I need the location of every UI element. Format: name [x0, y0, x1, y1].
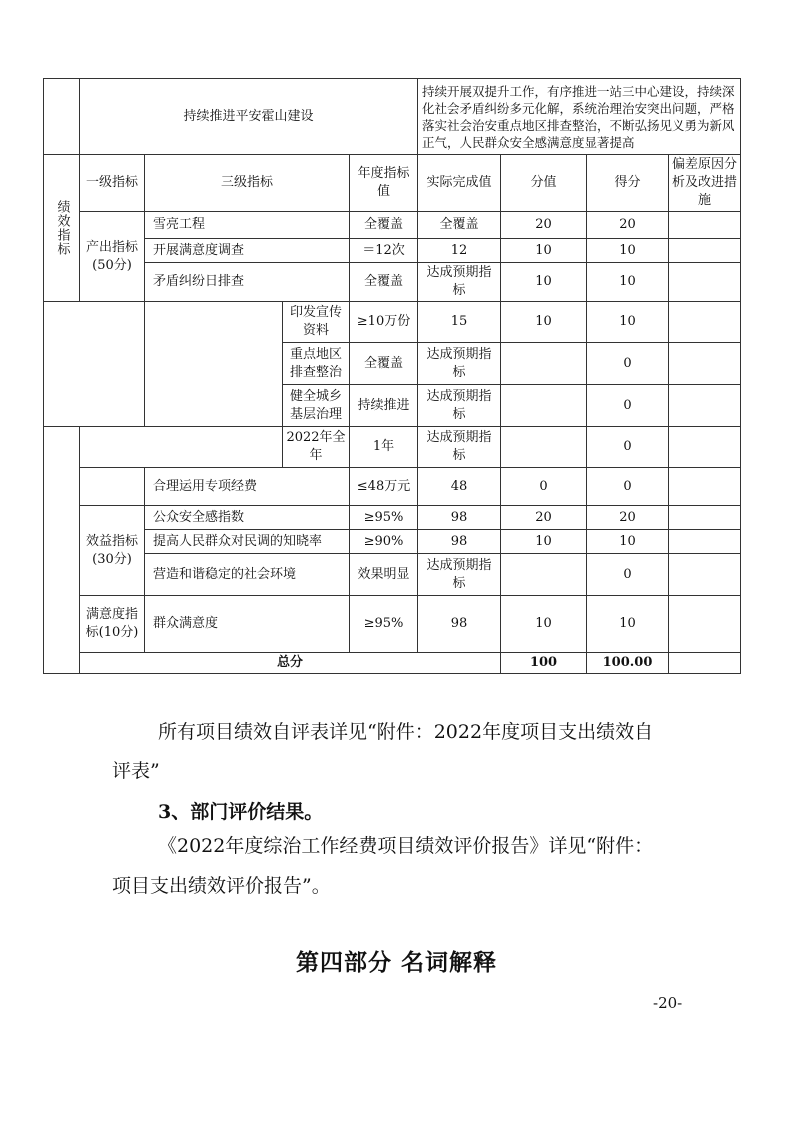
table-cell [145, 302, 283, 427]
target-value: ≥90% [350, 530, 418, 554]
got-value: 20 [587, 212, 669, 239]
indicator-name: 雪亮工程 [145, 212, 350, 239]
score-value [501, 343, 587, 385]
part-title: 第四部分 名词解释 [295, 949, 497, 976]
score-value: 10 [501, 263, 587, 302]
got-value: 10 [587, 263, 669, 302]
indicator-name: 营造和谐稳定的社会环境 [145, 554, 350, 596]
score-value: 10 [501, 302, 587, 343]
target-value: ≥10万份 [350, 302, 418, 343]
page-number: -20- [653, 994, 683, 1012]
benefit-indicator-label: 效益指标(30分) [80, 506, 145, 596]
deviation-cell [669, 385, 741, 427]
deviation-cell [669, 263, 741, 302]
indicator-name: 2022年全年 [283, 427, 350, 468]
deviation-cell [669, 506, 741, 530]
header-deviation: 偏差原因分析及改进措施 [669, 155, 741, 212]
target-value: 全覆盖 [350, 212, 418, 239]
paragraph-line: 所有项目绩效自评表详见“附件：2022年度项目支出绩效自 [158, 721, 654, 743]
table-cell [44, 427, 80, 674]
got-value: 20 [587, 506, 669, 530]
target-value: ≥95% [350, 596, 418, 653]
actual-value: 全覆盖 [418, 212, 501, 239]
got-value: 0 [587, 468, 669, 506]
indicator-name: 重点地区排查整治 [283, 343, 350, 385]
target-value: ＝12次 [350, 239, 418, 263]
actual-value: 98 [418, 596, 501, 653]
table-cell [44, 79, 80, 155]
got-value: 10 [587, 530, 669, 554]
annual-goal-cell: 持续开展双提升工作，有序推进一站三中心建设，持续深化社会矛盾纠纷多元化解，系统治理治安突出问题，严格落实社会治安重点地区排查整治，不断弘扬见义勇为新风正气，人民群众安全感满意度显著提高 [418, 79, 741, 155]
deviation-cell [669, 239, 741, 263]
target-value: 持续推进 [350, 385, 418, 427]
actual-value: 98 [418, 506, 501, 530]
got-value: 0 [587, 427, 669, 468]
actual-value: 达成预期指标 [418, 263, 501, 302]
total-label: 总分 [80, 653, 501, 674]
table-cell [80, 427, 283, 468]
target-value: ≤48万元 [350, 468, 418, 506]
indicator-name: 健全城乡基层治理 [283, 385, 350, 427]
got-value: 0 [587, 385, 669, 427]
actual-value: 48 [418, 468, 501, 506]
table-cell [80, 468, 145, 506]
score-value [501, 554, 587, 596]
section-heading: 3、部门评价结果。 [158, 801, 324, 823]
score-value: 10 [501, 530, 587, 554]
got-value: 10 [587, 239, 669, 263]
actual-value: 12 [418, 239, 501, 263]
score-value [501, 427, 587, 468]
indicator-name: 印发宣传资料 [283, 302, 350, 343]
got-value: 0 [587, 343, 669, 385]
target-value: 全覆盖 [350, 343, 418, 385]
indicator-name: 群众满意度 [145, 596, 350, 653]
score-value [501, 385, 587, 427]
deviation-cell [669, 212, 741, 239]
header-level3: 三级指标 [145, 155, 350, 212]
header-level1: 一级指标 [80, 155, 145, 212]
deviation-cell [669, 596, 741, 653]
target-value: 全覆盖 [350, 263, 418, 302]
deviation-cell [669, 554, 741, 596]
indicator-name: 合理运用专项经费 [145, 468, 350, 506]
paragraph-line: 评表” [112, 760, 160, 782]
target-value: 1年 [350, 427, 418, 468]
header-got: 得分 [587, 155, 669, 212]
deviation-cell [669, 653, 741, 674]
paragraph-line: 项目支出绩效评价报告”。 [112, 875, 331, 897]
deviation-cell [669, 427, 741, 468]
indicator-name: 提高人民群众对民调的知晓率 [145, 530, 350, 554]
total-score: 100 [501, 653, 587, 674]
header-score: 分值 [501, 155, 587, 212]
performance-table [43, 78, 741, 674]
actual-value: 达成预期指标 [418, 343, 501, 385]
target-value: 效果明显 [350, 554, 418, 596]
score-value: 0 [501, 468, 587, 506]
table-cell [44, 302, 145, 427]
performance-indicator-label: 绩效指标 [44, 155, 80, 302]
header-actual: 实际完成值 [418, 155, 501, 212]
target-value: ≥95% [350, 506, 418, 530]
got-value: 0 [587, 554, 669, 596]
indicator-name: 矛盾纠纷日排查 [145, 263, 350, 302]
task-name-cell: 持续推进平安霍山建设 [80, 79, 418, 155]
actual-value: 达成预期指标 [418, 554, 501, 596]
got-value: 10 [587, 596, 669, 653]
header-target: 年度指标值 [350, 155, 418, 212]
deviation-cell [669, 468, 741, 506]
score-value: 10 [501, 596, 587, 653]
paragraph-line: 《2022年度综治工作经费项目绩效评价报告》详见“附件： [158, 835, 654, 857]
indicator-name: 开展满意度调查 [145, 239, 350, 263]
actual-value: 达成预期指标 [418, 385, 501, 427]
actual-value: 达成预期指标 [418, 427, 501, 468]
actual-value: 98 [418, 530, 501, 554]
deviation-cell [669, 530, 741, 554]
satisfaction-indicator-label: 满意度指标(10分) [80, 596, 145, 653]
deviation-cell [669, 302, 741, 343]
score-value: 10 [501, 239, 587, 263]
indicator-name: 公众安全感指数 [145, 506, 350, 530]
deviation-cell [669, 343, 741, 385]
got-value: 10 [587, 302, 669, 343]
actual-value: 15 [418, 302, 501, 343]
total-got: 100.00 [587, 653, 669, 674]
score-value: 20 [501, 212, 587, 239]
output-indicator-label: 产出指标(50分) [80, 212, 145, 302]
score-value: 20 [501, 506, 587, 530]
